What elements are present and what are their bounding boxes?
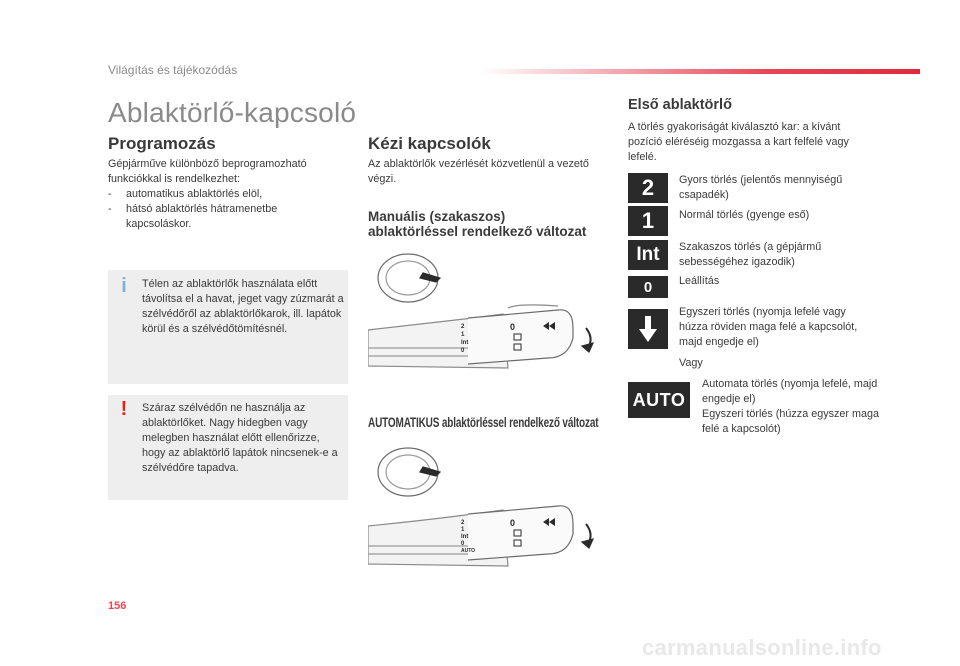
- info-note-text: Télen az ablaktörlők használata előtt távolítsa el a havat, jeget vagy zúzmarát a szélvédőről az ablaktörlőkarok, ill. lapátok körül és a szélvédőtömítésnél.: [142, 278, 344, 335]
- speed-2-icon: 2: [628, 173, 668, 203]
- programming-text: [108, 157, 343, 232]
- warning-note: [108, 395, 348, 500]
- wiper-position-text: Normál törlés (gyenge eső): [679, 209, 810, 221]
- page-number: 156: [108, 600, 127, 612]
- programming-bullet: [108, 202, 343, 232]
- or-label: Vagy: [679, 357, 703, 369]
- speed-1-icon: 1: [628, 206, 668, 236]
- scale-label: Int: [461, 534, 469, 540]
- interval-heading-line: Manuális (szakaszos): [368, 209, 506, 224]
- info-icon: i: [121, 275, 127, 297]
- arrow-down-icon: [638, 314, 658, 344]
- arrow-down-icon: [628, 309, 668, 349]
- bullet-text: hátsó ablaktörlés hátramenetbe kapcsoláskor.: [126, 203, 278, 230]
- manual-intro: Az ablaktörlők vezérlését közvetlenül a vezető végzi.: [368, 158, 589, 185]
- bullet-text: automatikus ablaktörlés elöl,: [126, 188, 263, 200]
- auto-heading: AUTOMATIKUS ablaktörléssel rendelkező változat: [368, 415, 599, 430]
- scale-label: 1: [461, 332, 465, 338]
- stop-icon: 0: [628, 276, 668, 298]
- front-wiper-heading: Első ablaktörlő: [628, 97, 732, 113]
- warning-note-text: Száraz szélvédőn ne használja az ablaktörlőket. Nagy hidegben vagy melegben használat előtt ellenőrizze, hogy az ablaktörlő lapátok nincsenek-e a szélvédőre tapadva.: [142, 402, 338, 474]
- scale-label: 1: [461, 527, 465, 533]
- auto-wiper-line: Automata törlés (nyomja lefelé, majd engedje el): [702, 378, 878, 405]
- warning-icon: !: [120, 398, 128, 420]
- programming-bullet: [108, 187, 343, 202]
- scale-label: 0: [461, 348, 465, 354]
- page-title: Ablaktörlő-kapcsoló: [108, 97, 357, 128]
- wiper-stalk-illustration: [368, 248, 608, 378]
- auto-wiper-stalk-illustration: [368, 442, 608, 576]
- info-note: [108, 270, 348, 384]
- svg-text:0: 0: [510, 322, 516, 332]
- auto-wiper-line: Egyszeri törlés (húzza egyszer maga felé a kapcsolót): [702, 408, 880, 435]
- bullet-dash: -: [108, 203, 112, 215]
- svg-text:0: 0: [510, 518, 516, 528]
- auto-wiper-text: [702, 377, 882, 437]
- section-header: Világítás és tájékozódás: [108, 63, 238, 77]
- interval-heading: [368, 209, 586, 239]
- wiper-position-text: Gyors törlés (jelentős mennyiségű csapadék): [679, 174, 843, 201]
- auto-icon: AUTO: [628, 382, 690, 418]
- interval-heading-line: ablaktörléssel rendelkező változat: [368, 224, 587, 239]
- wiper-position-text: Egyszeri törlés (nyomja lefelé vagy húzza röviden maga felé a kapcsolót, majd engedje el): [679, 306, 858, 348]
- wiper-position-text: Szakaszos törlés (a gépjármű sebességéhez igazodik): [679, 241, 822, 268]
- scale-label: 2: [461, 324, 465, 330]
- watermark: carmanualsonline.info: [642, 635, 882, 660]
- front-wiper-intro: A törlés gyakoriságát kiválasztó kar: a kívánt pozíció eléréséig mozgassa a kart felfelé vagy lefelé.: [628, 121, 849, 163]
- manual-heading: Kézi kapcsolók: [368, 134, 491, 153]
- scale-label: Int: [461, 340, 469, 346]
- programming-intro: Gépjárműve különböző beprogramozható funkciókkal is rendelkezhet:: [108, 158, 307, 185]
- bullet-dash: -: [108, 188, 112, 200]
- scale-label: AUTO: [461, 548, 476, 554]
- scale-label: 2: [461, 520, 465, 526]
- wiper-position-text: Leállítás: [679, 275, 720, 287]
- programming-heading: Programozás: [108, 134, 216, 153]
- header-rule: [480, 69, 920, 74]
- scale-label: 0: [461, 541, 465, 547]
- intermittent-icon: Int: [628, 240, 668, 270]
